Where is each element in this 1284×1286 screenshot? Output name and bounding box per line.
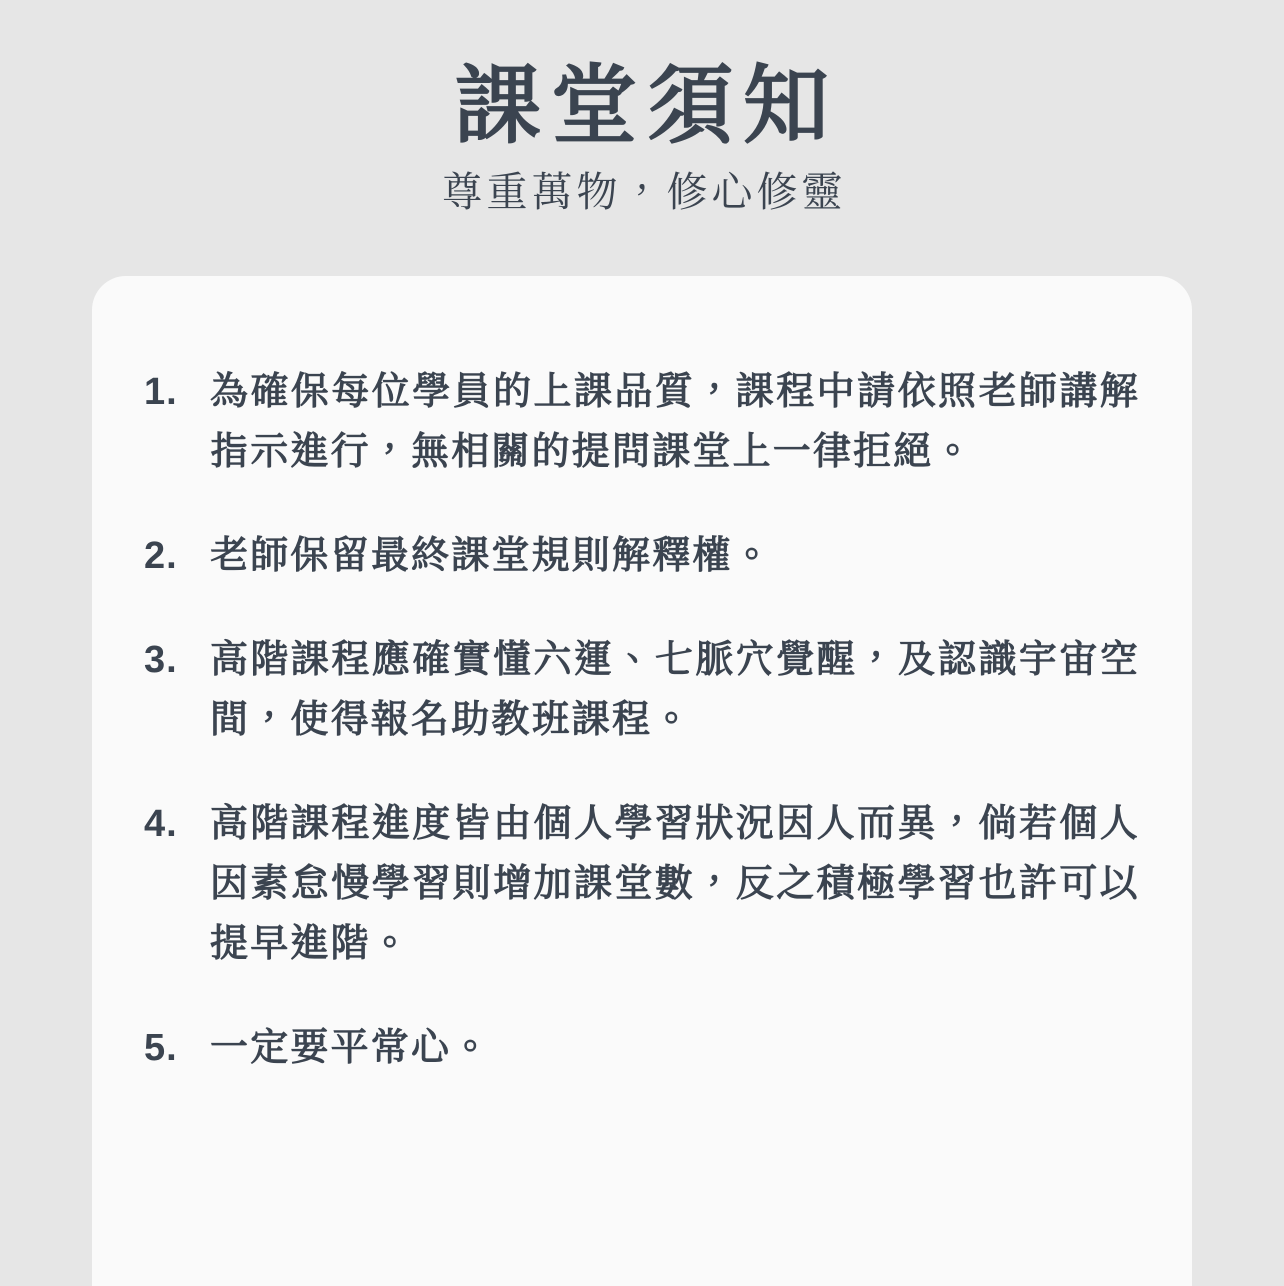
list-item [144,630,1140,750]
rule-text: 一定要平常心。 [210,1027,492,1070]
rules-card [92,276,1192,1286]
list-item [144,526,1140,586]
rule-number: 3. [144,639,178,682]
rule-text: 老師保留最終課堂規則解釋權。 [210,535,773,578]
page-subtitle: 尊重萬物，修心修靈 [441,169,847,216]
list-item [144,794,1140,974]
list-item [144,362,1140,482]
rule-number: 5. [144,1027,178,1070]
rule-text: 為確保每位學員的上課品質，課程中請依照老師講解指示進行，無相關的提問課堂上一律拒絕。 [210,371,1140,474]
rule-number: 4. [144,803,178,846]
page-title: 課堂須知 [455,58,839,154]
rule-number: 2. [144,535,178,578]
poster-header [0,0,1284,218]
rules-list [144,362,1140,1078]
rule-number: 1. [144,371,178,413]
list-item [144,1018,1140,1078]
rule-text: 高階課程應確實懂六運、七脈穴覺醒，及認識宇宙空間，使得報名助教班課程。 [210,639,1140,742]
rule-text: 高階課程進度皆由個人學習狀況因人而異，倘若個人因素怠慢學習則增加課堂數，反之積極學習也許可以提早進階。 [210,803,1140,966]
